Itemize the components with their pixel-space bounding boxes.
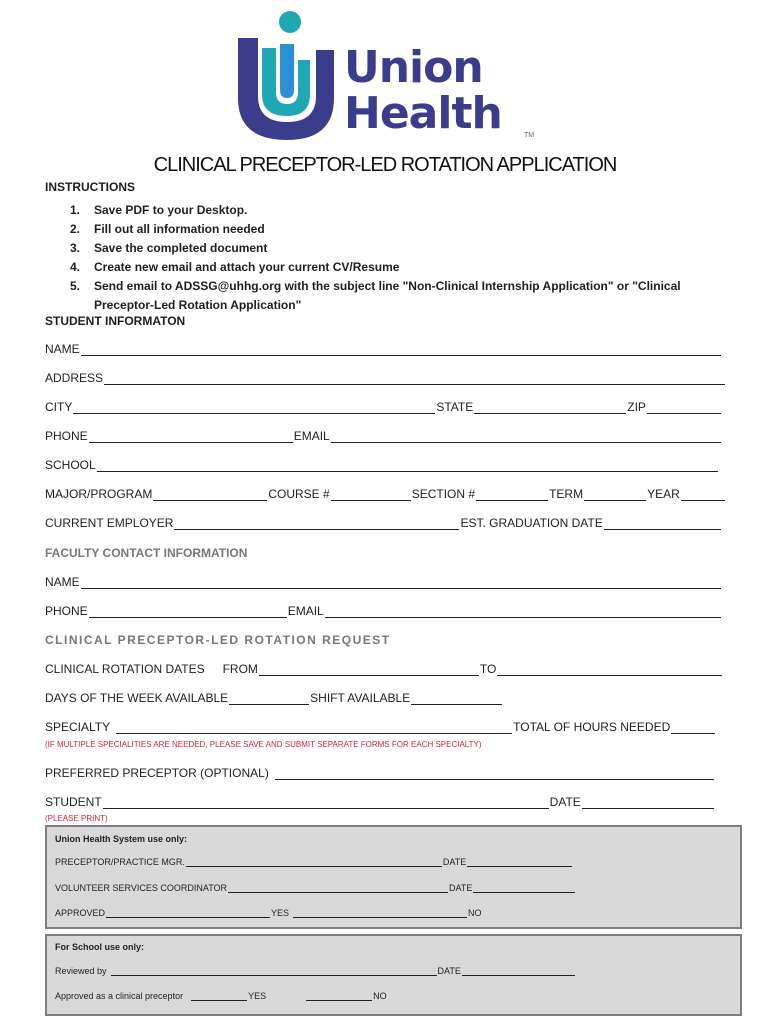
instruction-number: 3. [70,241,81,255]
from-label: FROM [222,662,258,676]
year-field[interactable] [681,489,725,501]
union-health-logo [232,8,542,143]
instructions-list [70,201,720,315]
preferred-preceptor-row [45,766,715,780]
approved-label: APPROVED [55,908,106,918]
school-no-field[interactable] [306,991,372,1001]
specialty-field[interactable] [116,722,512,734]
approved-field[interactable] [106,908,270,918]
union-health-logo-mark [232,8,342,143]
faculty-heading: FACULTY CONTACT INFORMATION [45,546,248,560]
preceptor-mgr-row [55,857,573,867]
student-name-field[interactable] [81,344,721,356]
approved-yes-label: YES [271,908,290,918]
instruction-text: Fill out all information needed [94,222,265,236]
school-use-box [45,934,742,1016]
student-date-field[interactable] [582,797,714,809]
specialty-label: SPECIALTY [45,720,111,734]
preceptor-label: PREFERRED PRECEPTOR (OPTIONAL) [45,766,269,780]
preceptor-mgr-field[interactable] [186,857,442,867]
shift-label: SHIFT AVAILABLE [310,691,411,705]
city-field[interactable] [73,402,435,414]
trademark: TM [524,132,535,139]
approved-preceptor-row [55,991,387,1001]
reviewed-date-field[interactable] [462,966,575,976]
union-health-use-box [45,825,742,929]
preceptor-date-field[interactable] [467,857,572,867]
student-name-row [45,342,722,356]
to-field[interactable] [497,664,722,676]
student-name-label: NAME [45,342,80,356]
rotation-dates-label: CLINICAL ROTATION DATES [45,662,205,676]
student-phone-row [45,429,722,443]
employer-field[interactable] [174,518,459,530]
days-field[interactable] [229,693,309,705]
email-label: EMAIL [293,429,330,443]
student-major-row [45,487,726,501]
instruction-item [70,201,720,220]
reviewed-date-label: DATE [437,966,461,976]
year-label: YEAR [647,487,680,501]
print-note: (PLEASE PRINT) [45,814,108,823]
student-address-row [45,371,726,385]
reviewed-field[interactable] [111,966,437,976]
major-field[interactable] [153,489,267,501]
course-label: COURSE # [268,487,330,501]
instruction-item [70,239,720,258]
page-title: CLINICAL PRECEPTOR-LED ROTATION APPLICATION [153,154,617,176]
approved-row [55,908,482,918]
faculty-phone-field[interactable] [89,606,287,618]
student-school-row [45,458,719,472]
faculty-name-label: NAME [45,575,80,589]
instruction-number: 2. [70,222,81,236]
faculty-phone-row [45,604,722,618]
city-label: CITY [45,400,73,414]
total-hours-field[interactable] [671,722,715,734]
coordinator-field[interactable] [228,883,448,893]
school-label: SCHOOL [45,458,96,472]
instruction-text: Save the completed document [94,241,268,255]
faculty-email-label: EMAIL [287,604,324,618]
school-box-heading: For School use only: [55,942,145,952]
request-heading: CLINICAL PRECEPTOR-LED ROTATION REQUEST [45,633,391,647]
union-box-heading: Union Health System use only: [55,834,188,844]
instruction-number: 5. [70,279,81,293]
zip-field[interactable] [647,402,721,414]
email-field[interactable] [331,431,721,443]
instruction-item [70,277,720,315]
state-label: STATE [436,400,474,414]
shift-field[interactable] [411,693,502,705]
state-field[interactable] [474,402,626,414]
student-field[interactable] [103,797,549,809]
to-label: TO [479,662,497,676]
instruction-item [70,220,720,239]
instruction-text: Send email to ADSSG@uhhg.org with the subject line "Non-Clinical Internship Application" or "Clinical Preceptor-Led Rotation Application" [94,279,681,312]
term-field[interactable] [584,489,646,501]
total-hours-label: TOTAL OF HOURS NEEDED [513,720,671,734]
logo-word-union: Union [344,42,483,93]
approved-yes-field[interactable] [293,908,467,918]
rotation-dates-row [45,662,723,676]
logo-word-health: Health [344,88,502,139]
faculty-phone-label: PHONE [45,604,88,618]
days-shift-row [45,691,503,705]
school-field[interactable] [97,460,718,472]
section-field[interactable] [476,489,548,501]
school-no-label: NO [373,991,387,1001]
faculty-name-field[interactable] [81,577,721,589]
faculty-name-row [45,575,722,589]
graduation-field[interactable] [604,518,721,530]
coordinator-row [55,883,576,893]
reviewed-label: Reviewed by [55,966,107,976]
approved-preceptor-label: Approved as a clinical preceptor [55,991,184,1001]
phone-field[interactable] [89,431,293,443]
section-label: SECTION # [411,487,476,501]
student-city-row [45,400,722,414]
instruction-text: Create new email and attach your current CV/Resume [94,260,400,274]
instruction-item [70,258,720,277]
course-field[interactable] [331,489,411,501]
approved-no-label: NO [468,908,482,918]
graduation-label: EST. GRADUATION DATE [460,516,603,530]
specialty-note: (IF MULTIPLE SPECIALITIES ARE NEEDED, PLEASE SAVE AND SUBMIT SEPARATE FORMS FOR EACH SPECIALTY) [45,740,482,749]
from-field[interactable] [259,664,479,676]
coordinator-label: VOLUNTEER SERVICES COORDINATOR [55,883,228,893]
phone-label: PHONE [45,429,88,443]
student-employer-row [45,516,722,530]
school-yes-field[interactable] [191,991,247,1001]
preceptor-mgr-label: PRECEPTOR/PRACTICE MGR. [55,857,185,867]
days-label: DAYS OF THE WEEK AVAILABLE [45,691,229,705]
school-yes-label: YES [248,991,267,1001]
student-signature-row [45,795,715,809]
employer-label: CURRENT EMPLOYER [45,516,174,530]
term-label: TERM [549,487,584,501]
student-address-label: ADDRESS [45,371,104,385]
student-info-heading: STUDENT INFORMATON [45,314,186,328]
specialty-row [45,720,716,734]
instruction-number: 1. [70,203,81,217]
student-address-field[interactable] [104,373,725,385]
coordinator-date-label: DATE [449,883,473,893]
reviewed-row [55,966,576,976]
faculty-email-field[interactable] [325,606,721,618]
major-label: MAJOR/PROGRAM [45,487,153,501]
instruction-text: Save PDF to your Desktop. [94,203,248,217]
instruction-number: 4. [70,260,81,274]
zip-label: ZIP [627,400,646,414]
preceptor-field[interactable] [275,768,714,780]
student-label: STUDENT [45,795,102,809]
instructions-heading: INSTRUCTIONS [45,180,135,194]
coordinator-date-field[interactable] [473,883,575,893]
preceptor-date-label: DATE [442,857,467,867]
student-date-label: DATE [549,795,581,809]
